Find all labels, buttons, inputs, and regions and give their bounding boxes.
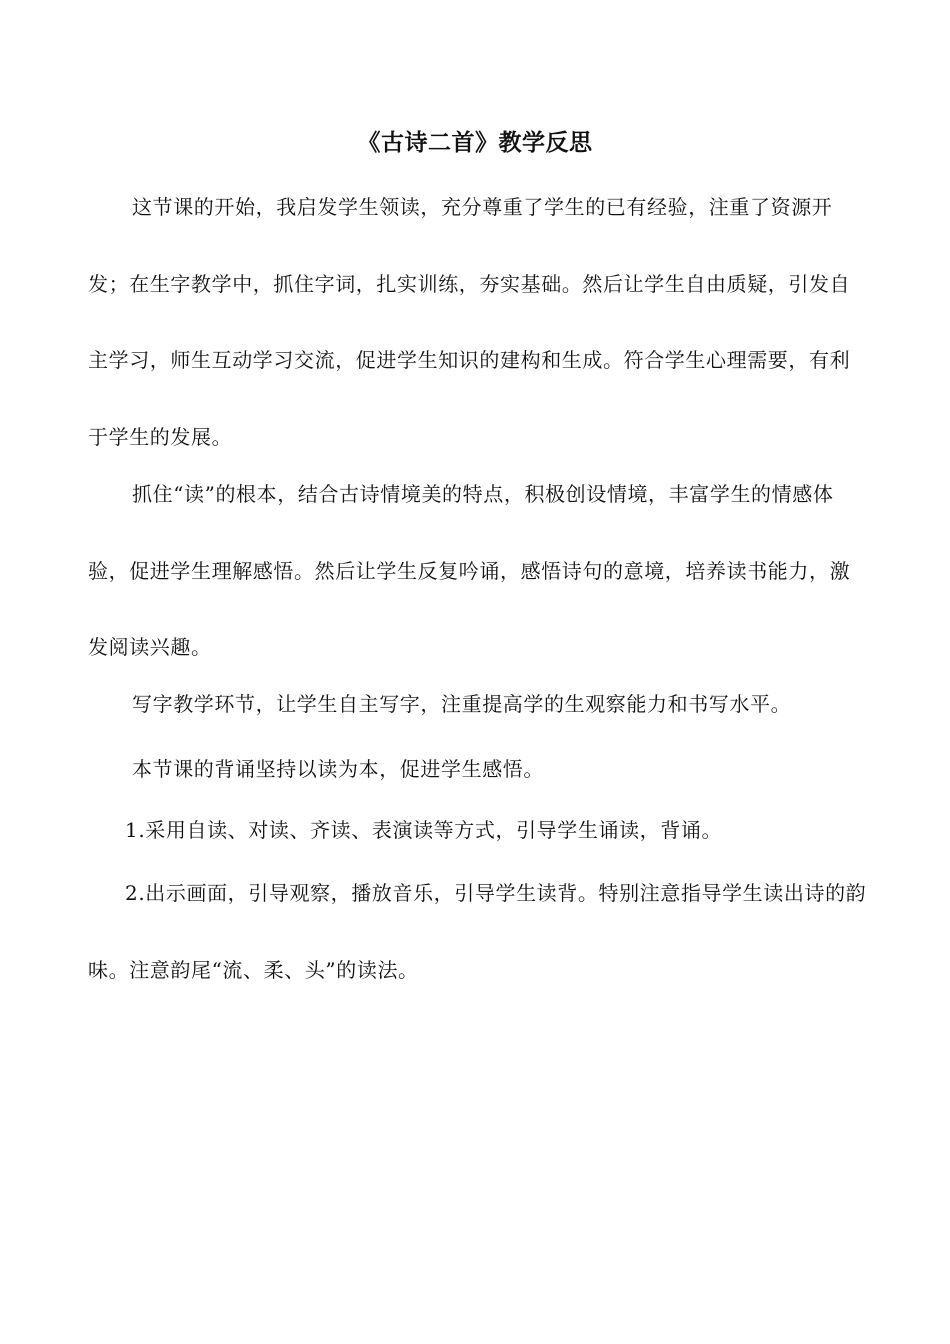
paragraph-2: 抓住“读”的根本，结合古诗情境美的特点，积极创设情境，丰富学生的情感体验，促进学生理解感悟。然后让学生反复吟诵，感悟诗句的意境，培养读书能力，激发阅读兴趣。 (88, 482, 851, 659)
paragraph-4: 本节课的背诵坚持以读为本，促进学生感悟。 (132, 757, 544, 781)
paragraph-6: 2.出示画面，引导观察，播放音乐，引导学生读背。特别注意指导学生读出诗的韵味。注意韵尾“流、柔、头”的读法。 (88, 881, 867, 982)
paragraph-1: 这节课的开始，我启发学生领读，充分尊重了学生的已有经验，注重了资源开发；在生字教学中，抓住字词，扎实训练，夯实基础。然后让学生自由质疑，引发自主学习，师生互动学习交流，促进学生知识的建构和生成。符合学生心理需要，有利于学生的发展。 (88, 195, 851, 449)
paragraph-3: 写字教学环节，让学生自主写字，注重提高学的生观察能力和书写水平。 (132, 692, 792, 716)
paragraph-5: 1.采用自读、对读、齐读、表演读等方式，引导学生诵读，背诵。 (125, 818, 723, 842)
document-title: 《古诗二首》教学反思 (357, 129, 593, 156)
